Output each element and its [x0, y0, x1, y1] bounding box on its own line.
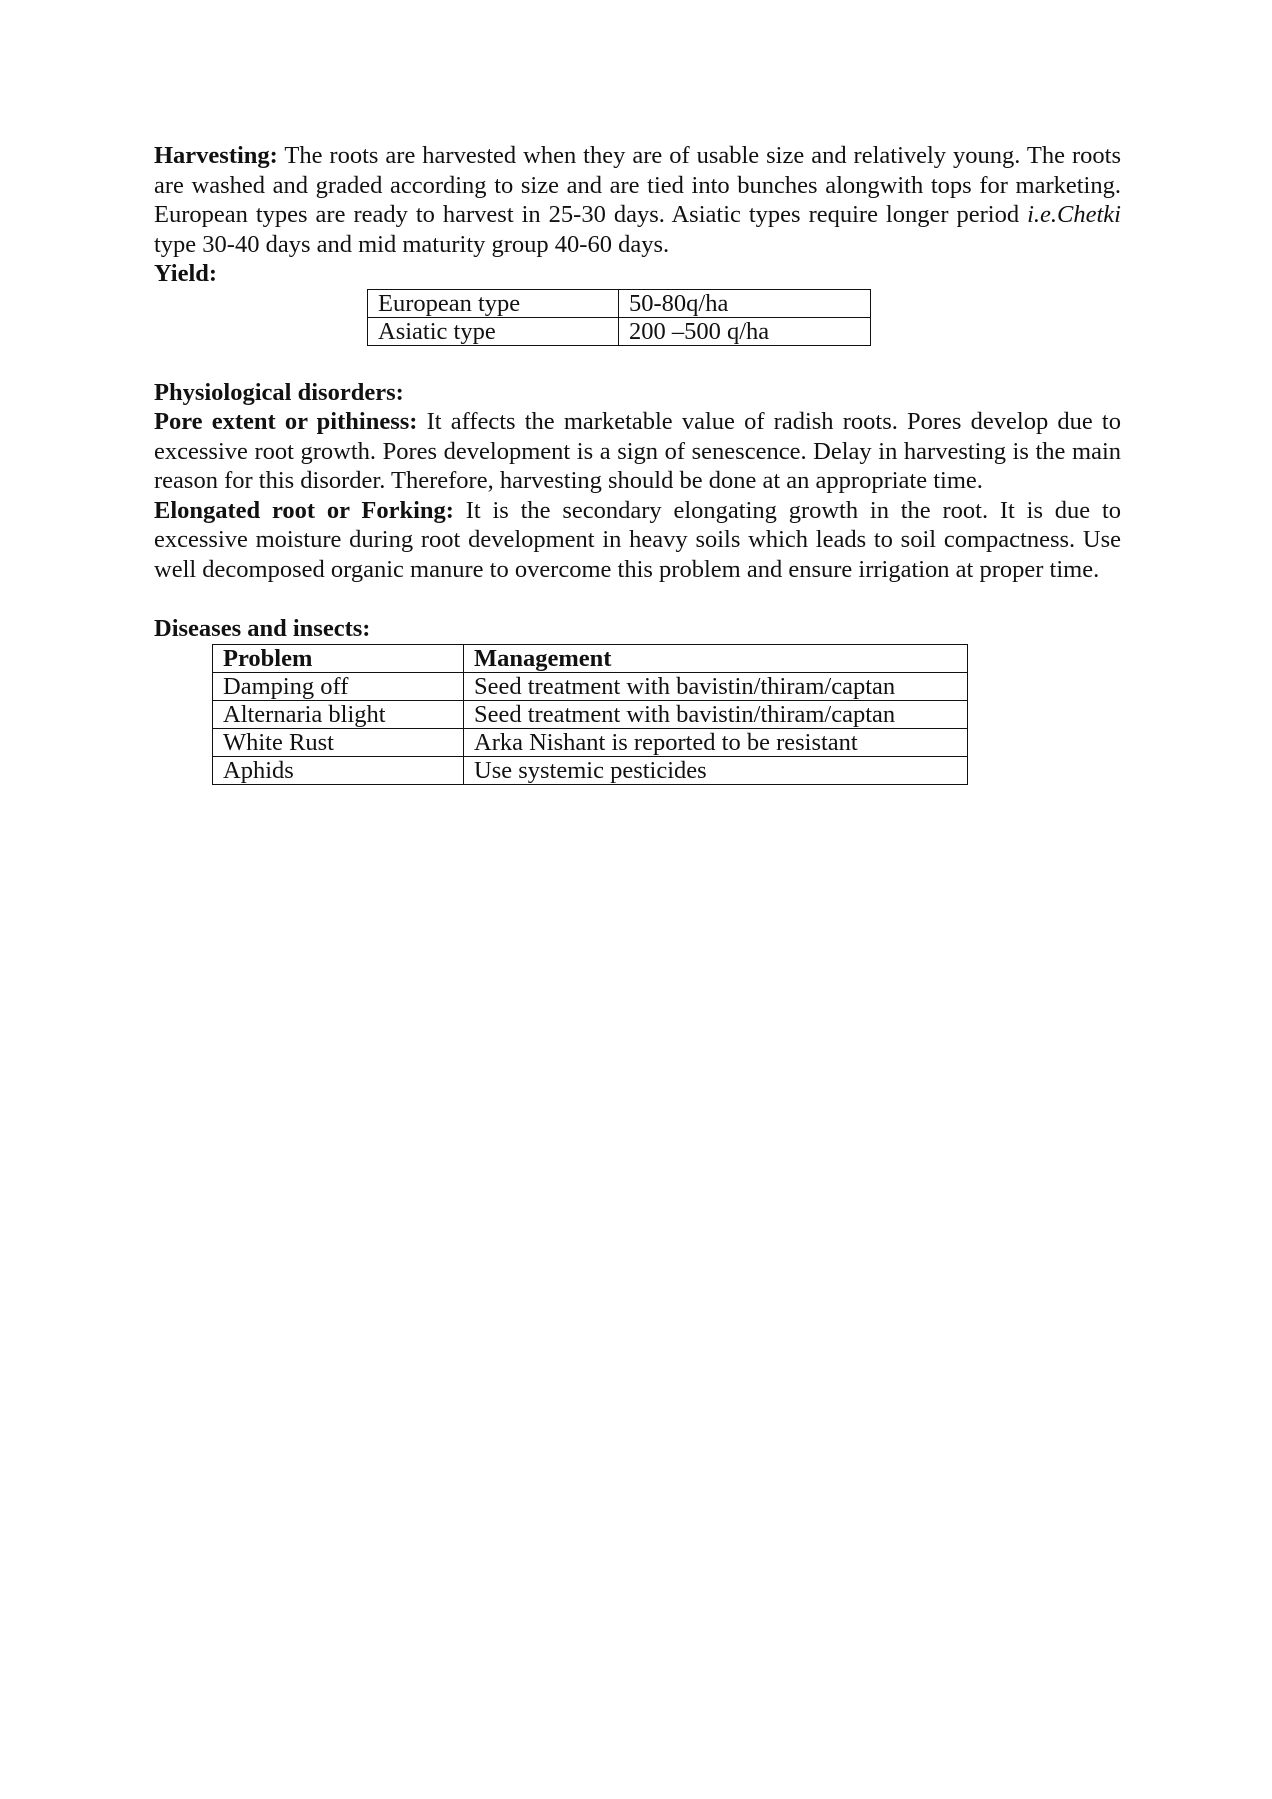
management-cell: Arka Nishant is reported to be resistant [464, 728, 968, 756]
problem-cell: Alternaria blight [213, 700, 464, 728]
management-cell: Seed treatment with bavistin/thiram/captan [464, 672, 968, 700]
diseases-table [212, 644, 968, 785]
column-header-problem: Problem [213, 644, 464, 672]
table-row [368, 317, 871, 345]
physiological-heading: Physiological disorders: [154, 378, 404, 406]
table-header-row [213, 644, 968, 672]
pore-text: It affects the marketable value of radish roots. Pores develop due to excessive root growth. Pores development is a sign of senescence. Delay in harvesting is the main reason for this disorder. Therefore, harvesting should be done at an appropriate time. [154, 408, 1121, 494]
table-row [368, 289, 871, 317]
yield-value-cell: 200 –500 q/ha [619, 317, 871, 345]
yield-heading: Yield: [154, 260, 218, 287]
yield-table [367, 289, 871, 346]
problem-cell: Aphids [213, 756, 464, 784]
table-row [213, 672, 968, 700]
elongated-paragraph [154, 496, 1121, 585]
problem-cell: White Rust [213, 728, 464, 756]
table-row [213, 728, 968, 756]
harvesting-paragraph [154, 141, 1121, 259]
yield-type-cell: Asiatic type [368, 317, 619, 345]
yield-value-cell: 50-80q/ha [619, 289, 871, 317]
column-header-management: Management [464, 644, 968, 672]
harvesting-chetki: Chetki [1057, 201, 1121, 228]
document-page [154, 141, 1121, 785]
pore-paragraph [154, 407, 1121, 496]
spacer [154, 346, 1121, 378]
management-cell: Use systemic pesticides [464, 756, 968, 784]
spacer [154, 584, 1121, 614]
table-row [213, 756, 968, 784]
table-row [213, 700, 968, 728]
problem-cell: Damping off [213, 672, 464, 700]
elongated-text: It is the secondary elongating growth in the root. It is due to excessive moisture during root development in heavy soils which leads to soil compactness. Use well decomposed organic manure to overcome this problem and ensure irrigation at proper time. [154, 496, 1122, 583]
diseases-heading: Diseases and insects: [154, 615, 371, 642]
pore-label: Pore extent or pithiness: [154, 408, 418, 435]
harvesting-ie: i.e. [1027, 201, 1058, 228]
yield-type-cell: European type [368, 289, 619, 317]
harvesting-label: Harvesting: [154, 142, 278, 169]
harvesting-text-2: type 30-40 days and mid maturity group 40-60 days. [154, 230, 670, 258]
elongated-label: Elongated root or Forking: [154, 496, 454, 524]
harvesting-text-1: The roots are harvested when they are of usable size and relatively young. The roots are washed and graded according to size and are tied into bunches alongwith tops for marketing. European types are ready to harvest in 25-30 days. Asiatic types require longer period [154, 142, 1121, 228]
management-cell: Seed treatment with bavistin/thiram/captan [464, 700, 968, 728]
